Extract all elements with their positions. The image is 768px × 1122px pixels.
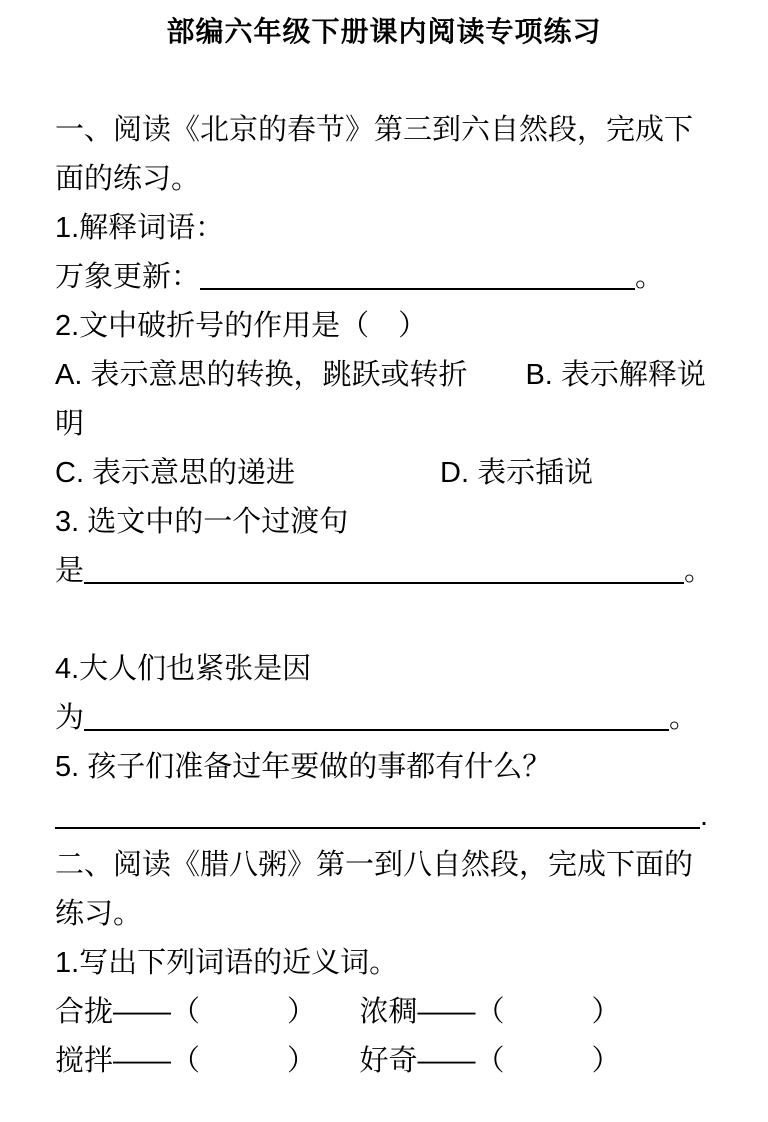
s1-q2-option-b-continued <box>55 400 768 449</box>
text-segment: 1.写出下列词语的近义词。 <box>55 947 399 979</box>
section2-heading-line1 <box>55 841 768 890</box>
text-segment: 为 <box>55 702 85 734</box>
s1-q3-answer-blank <box>55 547 768 596</box>
text-segment: C. 表示意思的递进 D. 表示插说 <box>55 457 594 489</box>
s2-q1-pairs-row1 <box>55 988 768 1037</box>
s1-q2-options-ab <box>55 351 768 400</box>
text-segment: 面的练习。 <box>55 163 201 195</box>
s1-q2-options-cd <box>55 449 768 498</box>
s1-q1-term-with-blank <box>55 253 768 302</box>
text-segment: 。 <box>684 555 714 587</box>
text-segment: 万象更新： <box>55 261 201 293</box>
answer-blank-line <box>84 582 684 584</box>
text-segment: 4.大人们也紧张是因 <box>55 653 312 685</box>
text-segment: 合拢——（ ） 浓稠——（ ） <box>55 996 621 1028</box>
s1-q4-answer-blank <box>55 694 768 743</box>
spacer <box>55 596 768 645</box>
text-segment: 1.解释词语： <box>55 212 225 244</box>
s2-q1-pairs-row2 <box>55 1037 768 1086</box>
text-segment: 2.文中破折号的作用是（ ） <box>55 310 428 342</box>
section1-heading-line2 <box>55 155 768 204</box>
answer-blank-line <box>84 729 669 731</box>
text-segment: 练习。 <box>55 898 143 930</box>
s1-q5-answer-blank <box>55 792 768 841</box>
text-segment: 。 <box>669 702 699 734</box>
text-segment: . <box>700 800 709 832</box>
section1-heading-line1 <box>55 106 768 155</box>
s1-q1-label <box>55 204 768 253</box>
text-segment: 一、阅读《北京的春节》第三到六自然段，完成下 <box>55 114 694 146</box>
text-segment: 是 <box>55 555 85 587</box>
s1-q4-question <box>55 645 768 694</box>
s1-q2-question <box>55 302 768 351</box>
text-segment: 明 <box>55 408 85 440</box>
answer-blank-line <box>200 288 635 290</box>
text-segment: A. 表示意思的转换，跳跃或转折 B. 表示解释说 <box>55 359 706 391</box>
text-segment: 。 <box>635 261 665 293</box>
s2-q1-label <box>55 939 768 988</box>
text-segment: 二、阅读《腊八粥》第一到八自然段，完成下面的 <box>55 849 694 881</box>
answer-blank-line <box>55 827 700 829</box>
text-segment: 搅拌——（ ） 好奇——（ ） <box>55 1045 621 1077</box>
text-segment: 3. 选文中的一个过渡句 <box>55 506 349 538</box>
document-body <box>0 50 768 1086</box>
s1-q5-question <box>55 743 768 792</box>
section2-heading-line2 <box>55 890 768 939</box>
page-title: 部编六年级下册课内阅读专项练习 <box>166 16 602 47</box>
s1-q3-question <box>55 498 768 547</box>
text-segment: 5. 孩子们准备过年要做的事都有什么？ <box>55 751 552 783</box>
